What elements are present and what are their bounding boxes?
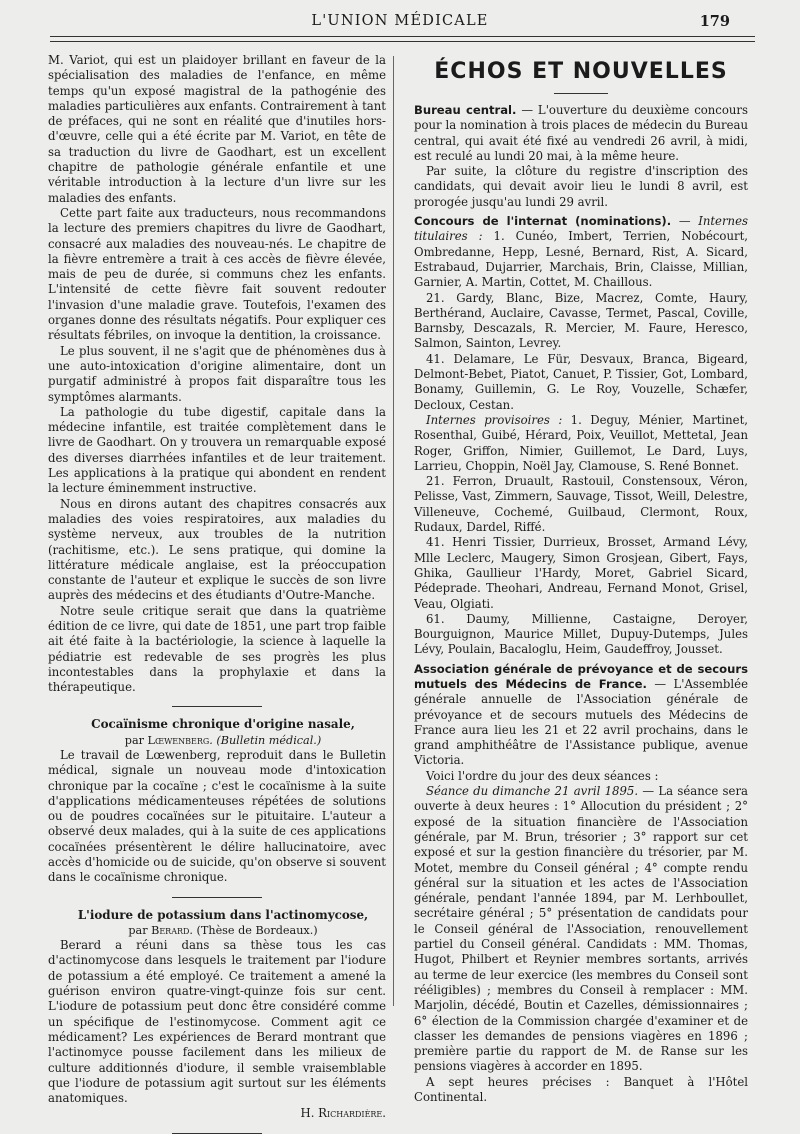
news-paragraph: 41. Delamare, Le Für, Desvaux, Branca, Bigeard, Delmont-Bebet, Piatot, Canuet, P. Tissier, Got, Lombard, Bonamy, Guillemin, G. Le Roy, Vouzelle, Schæfer, Decloux, Cestan.	[414, 351, 748, 412]
journal-title: L'UNION MÉDICALE	[311, 13, 489, 29]
news-label: Internes provisoires :	[426, 412, 563, 427]
paragraph: Notre seule critique serait que dans la quatrième édition de ce livre, qui date de 1851, une part trop faible ait été faite à la bactériologie, la science à laquelle la pédiatrie est redevable de ses progrès les plus incontestables dans la prophylaxie et dans la thérapeutique.	[48, 603, 386, 695]
news-paragraph	[414, 103, 748, 164]
byline-prefix: par	[128, 924, 148, 938]
news-paragraph: Voici l'ordre du jour des deux séances :	[426, 768, 659, 783]
paragraph: M. Variot, qui est un plaidoyer brillant en faveur de la spécialisation des maladies de l'enfance, en même temps qu'un exposé magistral de la pathogénie des maladies particulières aux enfants. Contrairement à tant de préfaces, qui ne sont en réalité que d'inutiles hors-d'œuvre, celle qui a été écrite par M. Variot, en tête de sa traduction du livre de Gaodhart, est un excellent chapitre de pathologie générale enfantile et une véritable introduction à la lecture d'un livre sur les maladies des enfants.	[48, 53, 386, 205]
signature-name: Richardière.	[318, 1106, 386, 1121]
article-signature	[48, 1106, 386, 1121]
news-paragraph: Par suite, la clôture du registre d'inscription des candidats, qui devait avoir lieu le lundi 8 avril, est prorogée jusqu'au lundi 29 avril.	[414, 164, 748, 209]
news-text: — L'ouverture du deuxième concours pour la nomination à trois places de médecin du Bureau central, qui avait été fixé au vendredi 26 avril, à midi, est reculé au lundi 20 mai, à la même heure.	[414, 103, 748, 163]
article-separator	[172, 897, 262, 898]
paragraph: Cette part faite aux traducteurs, nous recommandons la lecture des premiers chapitres du livre de Gaodhart, consacré aux maladies des nouveau-nés. Le chapitre de la fièvre entremère a trait à ces accès de fièvre élevée, mais de peu de durée, si communs chez les enfants. L'intensité de cette fièvre fait souvent redouter l'invasion d'une maladie grave. Toutefois, l'examen des organes donne des résultats négatifs. Pour expliquer ces résultats fébriles, on invoque la dentition, la croissance.	[48, 205, 386, 343]
signature-initial: H.	[300, 1106, 315, 1121]
article-byline	[48, 733, 386, 748]
byline-prefix: par	[124, 733, 144, 747]
byline-source: . (Thèse de Bordeaux.)	[189, 924, 318, 938]
right-column	[414, 53, 749, 1104]
news-paragraph	[414, 413, 748, 474]
section-title: ÉCHOS ET NOUVELLES	[434, 59, 728, 84]
news-paragraph: 61. Daumy, Millienne, Castaigne, Deroyer, Bourguignon, Maurice Millet, Dupuy-Dutemps, Jules Lévy, Poulain, Bacaloglu, Heim, Gaudeffroy, Jousset.	[414, 611, 748, 657]
article-body: Berard a réuni dans sa thèse tous les cas d'actinomycose dans lesquels le traitement par l'iodure de potassium a été employé. Ce traitement a amené la guérison environ quatre-vingt-quinze fois sur cent. L'iodure de potassium peut donc être considéré comme un spécifique de l'estinomycose. Comment agit ce médicament? Les expériences de Berard montrant que l'actinomyce pousse facilement dans les milieux de culture additionnés d'iodure, il semble vraisemblable que l'iodure de potassium agit surtout sur les éléments anatomiques.	[48, 938, 386, 1106]
news-paragraph: 21. Ferron, Druault, Rastouil, Constensoux, Véron, Pelisse, Vast, Zimmern, Sauvage, Tissot, Weill, Delestre, Villeneuve, Cochemé, Guilbaud, Clermont, Roux, Rudaux, Dardel, Riffé.	[414, 474, 748, 535]
header-rule-bottom	[50, 41, 755, 42]
byline-author: Berard	[151, 924, 190, 938]
news-text: 1. Deguy, Ménier, Martinet, Rosenthal, Guibé, Hérard, Poix, Veuillot, Mettetal, Jean Roger, Griffon, Nimier, Guillemot, Le Dard, Luys, Larrieu, Choppin, Noël Jay, Clamouse, S. René Bonnet.	[414, 412, 749, 473]
news-paragraph: A sept heures précises : Banquet à l'Hôtel Continental.	[414, 1074, 748, 1104]
news-paragraph	[414, 662, 748, 769]
header-rule-top	[50, 36, 755, 37]
paragraph: Le plus souvent, il ne s'agit que de phénomènes dus à une auto-intoxication d'origine alimentaire, dont un purgatif administré à propos fait disparaître tous les symptômes alarmants.	[48, 343, 386, 404]
article-byline	[48, 923, 386, 938]
byline-source: . (Bulletin médical.)	[209, 733, 322, 747]
news-heading: Concours de l'internat (nominations).	[414, 214, 672, 229]
news-paragraph	[414, 214, 748, 290]
news-bureau-central	[414, 103, 748, 210]
news-paragraph: 21. Gardy, Blanc, Bize, Macrez, Comte, Haury, Berthérand, Auclaire, Cavasse, Termet, Pascal, Coville, Barnsby, Descazals, R. Mercier, M. Faure, Heresco, Salmon, Sainton, Levrey.	[414, 290, 748, 351]
news-text: — L'Assemblée générale annuelle de l'Association générale de prévoyance et de secours mutuels des Médecins de France aura lieu les 21 et 22 avril prochains, dans le grand amphithéâtre de l'Assistance publique, avenue Victoria.	[414, 676, 748, 768]
article-cocainisme	[48, 717, 386, 885]
news-label: — Internes titulaires :	[414, 214, 748, 244]
news-text: — La séance sera ouverte à deux heures : 1° Allocution du président ; 2° exposé de la situation financière de l'Association générale, par M. Brun, trésorier ; 3° rapport sur cet exposé et sur la gestion financière du trésorier, par M. Motet, membre du Conseil général ; 4° compte rendu général sur la situation et les actes de l'Association générale, pendant l'année 1894, par M. Lerhboullet, secrétaire général ; 5° présentation de candidats pour le Conseil général de l'Association, renouvellement partiel du Conseil général. Candidats : MM. Thomas, Hugot, Philbert et Reynier membres sortants, arrivés au terme de leur exercice (les membres du Conseil sont rééligibles) ; membres du Conseil à remplacer : MM. Marjolin, décédé, Boutin et Cazelles, démissionnaires ; 6° élection de la Commission chargée d'examiner et de classer les demandes de pensions viagères en 1896 ; première partie du rapport de M. de Ranse sur les pensions viagères à accorder en 1895.	[414, 784, 749, 1074]
paragraph: Nous en dirons autant des chapitres consacrés aux maladies des voies respiratoires, aux maladies du système nerveux, aux troubles de la nutrition (rachitisme, etc.). Le sens pratique, qui domine la littérature médicale anglaise, est la préoccupation constante de l'auteur et explique le succès de son livre auprès des médecins et des étudiants d'Outre-Manche.	[48, 496, 386, 603]
article-iodure	[48, 908, 386, 1122]
left-column	[48, 53, 386, 1121]
news-association	[414, 662, 748, 1106]
article-title: Cocaïnisme chronique d'origine nasale,	[91, 717, 355, 732]
news-paragraph	[414, 784, 748, 1075]
news-paragraph: 41. Henri Tissier, Durrieux, Brosset, Armand Lévy, Mlle Leclerc, Maugery, Simon Grosjean, Gibert, Fays, Ghika, Gaullieur l'Hardy, Moret, Gabriel Sicard, Pédeprade. Theohari, Andreau, Fernand Monot, Grisel, Veau, Olgiati.	[414, 535, 748, 611]
news-internat	[414, 214, 748, 658]
article-title: L'iodure de potassium dans l'actinomycose,	[77, 907, 369, 922]
section-rule	[554, 93, 608, 94]
page-number: 179	[699, 13, 730, 30]
running-head	[0, 0, 800, 38]
column-divider	[393, 56, 394, 1006]
byline-author: Lœwenberg	[147, 733, 210, 747]
news-heading: Association générale de prévoyance et de secours mutuels des Médecins de France.	[414, 661, 748, 691]
news-text: 1. Cunéo, Imbert, Terrien, Nobécourt, Ombredanne, Hepp, Lesné, Bernard, Rist, A. Sicard, Estrabaud, Dujarrier, Marchais, Brin, Claisse, Millian, Garnier, A. Martin, Cottet, M. Chaillous.	[414, 229, 748, 290]
news-heading: Bureau central.	[414, 103, 517, 117]
paragraph: La pathologie du tube digestif, capitale dans la médecine infantile, est traitée complètement dans le livre de Gaodhart. On y trouvera un remarquable exposé des diverses diarrhées infantiles et de leur traitement. Les applications à la pratique qui abondent en rendent la lecture éminemment instructive.	[48, 404, 386, 496]
article-body: Le travail de Lœwenberg, reproduit dans le Bulletin médical, signale un nouveau mode d'intoxication chronique par la cocaïne ; c'est le cocaïnisme à la suite d'applications médicamenteuses répétées de solutions ou de poudres cocaïnées sur le pituitaire. L'auteur a observé deux malades, qui à la suite de ces applications cocaïnées présentèrent le délire hallucinatoire, avec accès d'homicide ou de suicide, qu'on observe si souvent dans le cocaïnisme chronique.	[48, 747, 386, 885]
news-label: Séance du dimanche 21 avril 1895.	[426, 784, 639, 799]
article-separator	[172, 706, 262, 707]
